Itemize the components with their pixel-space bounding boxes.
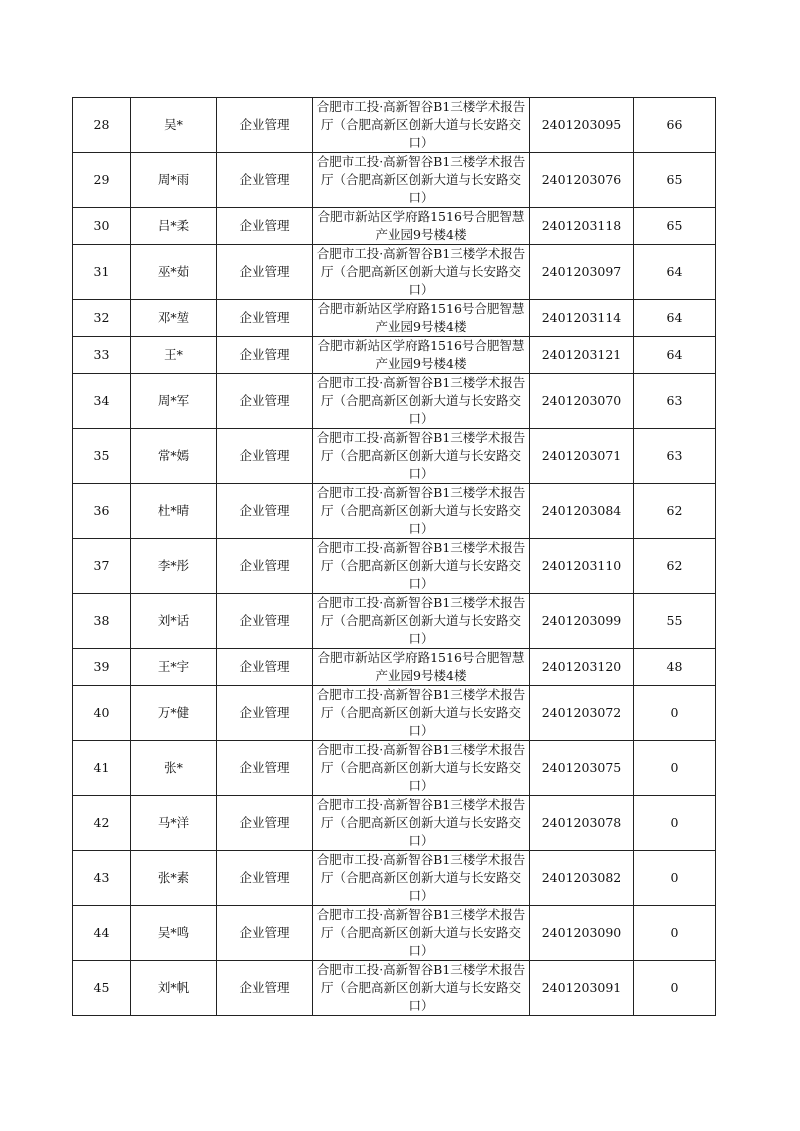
ticket-number-cell: 2401203082 bbox=[530, 851, 634, 906]
ticket-number-cell: 2401203114 bbox=[530, 300, 634, 337]
table-row bbox=[73, 374, 716, 429]
table-row bbox=[73, 741, 716, 796]
major-cell: 企业管理 bbox=[217, 153, 313, 208]
score-cell: 63 bbox=[634, 374, 716, 429]
score-cell: 64 bbox=[634, 337, 716, 374]
table-row bbox=[73, 686, 716, 741]
table-row bbox=[73, 594, 716, 649]
score-cell: 64 bbox=[634, 245, 716, 300]
table-row bbox=[73, 796, 716, 851]
row-number-cell: 37 bbox=[73, 539, 131, 594]
score-cell: 66 bbox=[634, 98, 716, 153]
venue-cell: 合肥市工投·高新智谷B1三楼学术报告厅（合肥高新区创新大道与长安路交口） bbox=[313, 484, 530, 539]
major-cell: 企业管理 bbox=[217, 851, 313, 906]
row-number-cell: 32 bbox=[73, 300, 131, 337]
venue-cell: 合肥市工投·高新智谷B1三楼学术报告厅（合肥高新区创新大道与长安路交口） bbox=[313, 245, 530, 300]
ticket-number-cell: 2401203097 bbox=[530, 245, 634, 300]
row-number-cell: 34 bbox=[73, 374, 131, 429]
major-cell: 企业管理 bbox=[217, 594, 313, 649]
candidate-name-cell: 张*素 bbox=[131, 851, 217, 906]
ticket-number-cell: 2401203084 bbox=[530, 484, 634, 539]
candidate-name-cell: 吴* bbox=[131, 98, 217, 153]
score-cell: 62 bbox=[634, 484, 716, 539]
ticket-number-cell: 2401203091 bbox=[530, 961, 634, 1016]
ticket-number-cell: 2401203090 bbox=[530, 906, 634, 961]
major-cell: 企业管理 bbox=[217, 961, 313, 1016]
venue-cell: 合肥市工投·高新智谷B1三楼学术报告厅（合肥高新区创新大道与长安路交口） bbox=[313, 153, 530, 208]
row-number-cell: 43 bbox=[73, 851, 131, 906]
candidate-name-cell: 吕*柔 bbox=[131, 208, 217, 245]
candidate-name-cell: 王*宇 bbox=[131, 649, 217, 686]
ticket-number-cell: 2401203078 bbox=[530, 796, 634, 851]
ticket-number-cell: 2401203071 bbox=[530, 429, 634, 484]
ticket-number-cell: 2401203121 bbox=[530, 337, 634, 374]
ticket-number-cell: 2401203070 bbox=[530, 374, 634, 429]
score-cell: 65 bbox=[634, 208, 716, 245]
ticket-number-cell: 2401203110 bbox=[530, 539, 634, 594]
table-row bbox=[73, 245, 716, 300]
major-cell: 企业管理 bbox=[217, 337, 313, 374]
major-cell: 企业管理 bbox=[217, 649, 313, 686]
row-number-cell: 29 bbox=[73, 153, 131, 208]
major-cell: 企业管理 bbox=[217, 429, 313, 484]
table-row bbox=[73, 649, 716, 686]
major-cell: 企业管理 bbox=[217, 484, 313, 539]
candidate-name-cell: 马*洋 bbox=[131, 796, 217, 851]
row-number-cell: 40 bbox=[73, 686, 131, 741]
ticket-number-cell: 2401203099 bbox=[530, 594, 634, 649]
candidate-name-cell: 杜*晴 bbox=[131, 484, 217, 539]
venue-cell: 合肥市工投·高新智谷B1三楼学术报告厅（合肥高新区创新大道与长安路交口） bbox=[313, 539, 530, 594]
candidate-name-cell: 王* bbox=[131, 337, 217, 374]
venue-cell: 合肥市工投·高新智谷B1三楼学术报告厅（合肥高新区创新大道与长安路交口） bbox=[313, 98, 530, 153]
venue-cell: 合肥市工投·高新智谷B1三楼学术报告厅（合肥高新区创新大道与长安路交口） bbox=[313, 796, 530, 851]
ticket-number-cell: 2401203120 bbox=[530, 649, 634, 686]
table-row bbox=[73, 539, 716, 594]
row-number-cell: 41 bbox=[73, 741, 131, 796]
table-row bbox=[73, 153, 716, 208]
venue-cell: 合肥市工投·高新智谷B1三楼学术报告厅（合肥高新区创新大道与长安路交口） bbox=[313, 851, 530, 906]
score-cell: 55 bbox=[634, 594, 716, 649]
table-row bbox=[73, 851, 716, 906]
venue-cell: 合肥市新站区学府路1516号合肥智慧产业园9号楼4楼 bbox=[313, 208, 530, 245]
venue-cell: 合肥市工投·高新智谷B1三楼学术报告厅（合肥高新区创新大道与长安路交口） bbox=[313, 374, 530, 429]
major-cell: 企业管理 bbox=[217, 374, 313, 429]
major-cell: 企业管理 bbox=[217, 98, 313, 153]
major-cell: 企业管理 bbox=[217, 796, 313, 851]
score-cell: 0 bbox=[634, 686, 716, 741]
candidate-name-cell: 李*彤 bbox=[131, 539, 217, 594]
ticket-number-cell: 2401203072 bbox=[530, 686, 634, 741]
table-row bbox=[73, 337, 716, 374]
table-row bbox=[73, 208, 716, 245]
venue-cell: 合肥市新站区学府路1516号合肥智慧产业园9号楼4楼 bbox=[313, 337, 530, 374]
candidate-name-cell: 周*军 bbox=[131, 374, 217, 429]
ticket-number-cell: 2401203075 bbox=[530, 741, 634, 796]
venue-cell: 合肥市新站区学府路1516号合肥智慧产业园9号楼4楼 bbox=[313, 649, 530, 686]
candidate-name-cell: 邓*堃 bbox=[131, 300, 217, 337]
row-number-cell: 36 bbox=[73, 484, 131, 539]
venue-cell: 合肥市工投·高新智谷B1三楼学术报告厅（合肥高新区创新大道与长安路交口） bbox=[313, 906, 530, 961]
venue-cell: 合肥市工投·高新智谷B1三楼学术报告厅（合肥高新区创新大道与长安路交口） bbox=[313, 686, 530, 741]
venue-cell: 合肥市工投·高新智谷B1三楼学术报告厅（合肥高新区创新大道与长安路交口） bbox=[313, 961, 530, 1016]
candidate-name-cell: 张* bbox=[131, 741, 217, 796]
score-cell: 0 bbox=[634, 961, 716, 1016]
row-number-cell: 39 bbox=[73, 649, 131, 686]
row-number-cell: 31 bbox=[73, 245, 131, 300]
major-cell: 企业管理 bbox=[217, 539, 313, 594]
major-cell: 企业管理 bbox=[217, 906, 313, 961]
row-number-cell: 35 bbox=[73, 429, 131, 484]
table-row bbox=[73, 906, 716, 961]
table-row bbox=[73, 300, 716, 337]
score-cell: 0 bbox=[634, 906, 716, 961]
ticket-number-cell: 2401203118 bbox=[530, 208, 634, 245]
row-number-cell: 44 bbox=[73, 906, 131, 961]
candidate-name-cell: 周*雨 bbox=[131, 153, 217, 208]
ticket-number-cell: 2401203095 bbox=[530, 98, 634, 153]
ticket-number-cell: 2401203076 bbox=[530, 153, 634, 208]
major-cell: 企业管理 bbox=[217, 686, 313, 741]
row-number-cell: 42 bbox=[73, 796, 131, 851]
exam-results-table bbox=[72, 97, 716, 1016]
venue-cell: 合肥市工投·高新智谷B1三楼学术报告厅（合肥高新区创新大道与长安路交口） bbox=[313, 594, 530, 649]
score-cell: 0 bbox=[634, 851, 716, 906]
score-cell: 62 bbox=[634, 539, 716, 594]
row-number-cell: 38 bbox=[73, 594, 131, 649]
table-row bbox=[73, 961, 716, 1016]
candidate-name-cell: 巫*茹 bbox=[131, 245, 217, 300]
venue-cell: 合肥市工投·高新智谷B1三楼学术报告厅（合肥高新区创新大道与长安路交口） bbox=[313, 429, 530, 484]
score-cell: 48 bbox=[634, 649, 716, 686]
venue-cell: 合肥市新站区学府路1516号合肥智慧产业园9号楼4楼 bbox=[313, 300, 530, 337]
major-cell: 企业管理 bbox=[217, 741, 313, 796]
score-cell: 64 bbox=[634, 300, 716, 337]
candidate-name-cell: 刘*话 bbox=[131, 594, 217, 649]
score-cell: 0 bbox=[634, 741, 716, 796]
table-row bbox=[73, 484, 716, 539]
major-cell: 企业管理 bbox=[217, 208, 313, 245]
row-number-cell: 28 bbox=[73, 98, 131, 153]
candidate-name-cell: 常*嫣 bbox=[131, 429, 217, 484]
venue-cell: 合肥市工投·高新智谷B1三楼学术报告厅（合肥高新区创新大道与长安路交口） bbox=[313, 741, 530, 796]
major-cell: 企业管理 bbox=[217, 245, 313, 300]
candidate-name-cell: 吴*鸣 bbox=[131, 906, 217, 961]
row-number-cell: 45 bbox=[73, 961, 131, 1016]
table-row bbox=[73, 98, 716, 153]
candidate-name-cell: 刘*帆 bbox=[131, 961, 217, 1016]
score-cell: 65 bbox=[634, 153, 716, 208]
row-number-cell: 30 bbox=[73, 208, 131, 245]
major-cell: 企业管理 bbox=[217, 300, 313, 337]
candidate-name-cell: 万*健 bbox=[131, 686, 217, 741]
row-number-cell: 33 bbox=[73, 337, 131, 374]
table-row bbox=[73, 429, 716, 484]
score-cell: 63 bbox=[634, 429, 716, 484]
score-cell: 0 bbox=[634, 796, 716, 851]
table-body bbox=[73, 98, 716, 1016]
